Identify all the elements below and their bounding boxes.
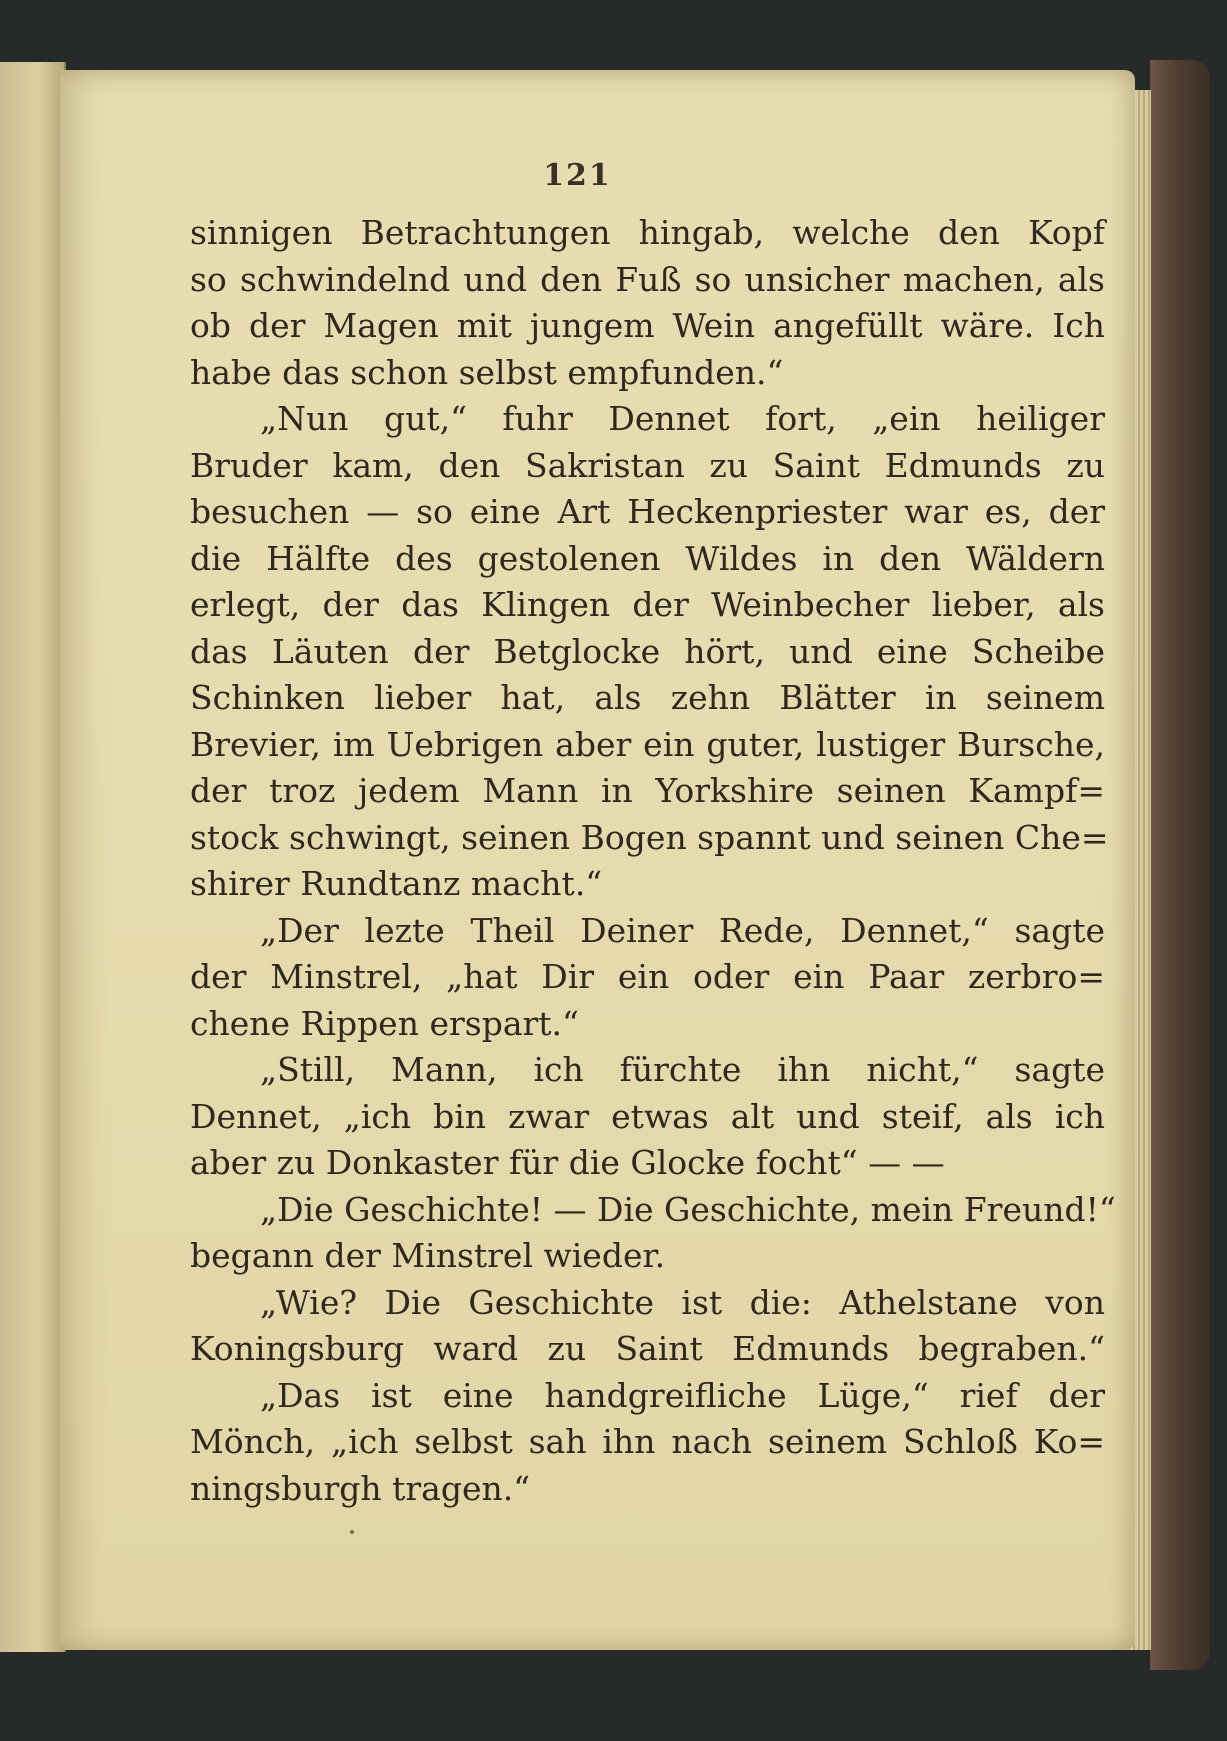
page-text xyxy=(190,210,1116,1512)
text-line: aber zu Donkaster für die Glocke focht“ — — xyxy=(190,1143,945,1182)
text-line: die Hälfte des gestolenen Wildes in den Wäldern xyxy=(190,538,1105,578)
text-line: der troz jedem Mann in Yorkshire seinen Kampf= xyxy=(190,771,1105,810)
text-line: Schinken lieber hat, als zehn Blätter in seinem xyxy=(190,678,1105,717)
text-line: stock schwingt, seinen Bogen spannt und seinen Che= xyxy=(190,817,1109,857)
text-line: so schwindelnd und den Fuß so unsicher machen, als xyxy=(190,259,1105,299)
text-line: Koningsburg ward zu Saint Edmunds begraben.“ xyxy=(190,1329,1105,1368)
text-line: erlegt, der das Klingen der Weinbecher lieber, als xyxy=(190,585,1105,624)
text-line: ningsburgh tragen.“ xyxy=(190,1468,531,1508)
text-line: besuchen — so eine Art Heckenpriester war es, der xyxy=(190,492,1105,531)
text-line: sinnigen Betrachtungen hingab, welche den Kopf xyxy=(190,213,1105,252)
text-line: „Wie? Die Geschichte ist die: Athelstane von xyxy=(260,1282,1105,1322)
text-line: Mönch, „ich selbst sah ihn nach seinem Schloß Ko= xyxy=(190,1422,1105,1461)
page-number: 121 xyxy=(543,158,612,193)
book-cover xyxy=(1150,60,1210,1670)
text-line: chene Rippen erspart.“ xyxy=(190,1003,579,1043)
text-line: „Das ist eine handgreifliche Lüge,“ rief der xyxy=(260,1375,1105,1415)
text-line: Bruder kam, den Sakristan zu Saint Edmunds zu xyxy=(190,445,1105,485)
text-line: ob der Magen mit jungem Wein angefüllt wäre. Ich xyxy=(190,306,1105,345)
text-line: shirer Rundtanz macht.“ xyxy=(190,864,603,903)
ink-speck xyxy=(350,1530,354,1534)
text-line: „Nun gut,“ fuhr Dennet fort, „ein heiliger xyxy=(260,399,1105,438)
text-line: Brevier, im Uebrigen aber ein guter, lustiger Bursche, xyxy=(190,724,1105,764)
text-line: begann der Minstrel wieder. xyxy=(190,1236,666,1275)
text-line: der Minstrel, „hat Dir ein oder ein Paar zerbro= xyxy=(190,957,1105,996)
text-line: habe das schon selbst empfunden.“ xyxy=(190,352,784,392)
text-line: „Die Geschichte! — Die Geschichte, mein Freund!“ xyxy=(260,1189,1116,1229)
previous-page-edge xyxy=(0,62,66,1652)
text-line: „Der lezte Theil Deiner Rede, Dennet,“ sagte xyxy=(260,910,1105,950)
text-line: das Läuten der Betglocke hört, und eine Scheibe xyxy=(190,631,1105,671)
book-page xyxy=(60,70,1135,1650)
text-line: Dennet, „ich bin zwar etwas alt und steif, als ich xyxy=(190,1096,1105,1136)
text-line: „Still, Mann, ich fürchte ihn nicht,“ sagte xyxy=(260,1050,1105,1089)
